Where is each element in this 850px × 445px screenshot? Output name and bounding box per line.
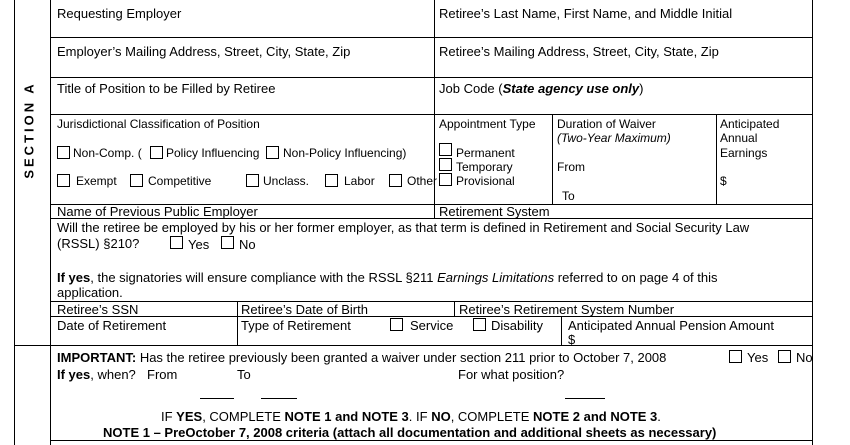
pension-amount-field[interactable] [578, 332, 808, 344]
retiree-name-field[interactable] [437, 22, 809, 36]
retirement-system-number-label: Retiree’s Retirement System Number [459, 302, 675, 317]
retiree-dob-label: Retiree’s Date of Birth [241, 302, 368, 317]
former-employer-yes-label: Yes [188, 237, 210, 252]
section-a-label: SECTION A [21, 81, 37, 179]
labor-checkbox[interactable] [325, 174, 338, 187]
prev-employer-label: Name of Previous Public Employer [57, 204, 258, 219]
prior-waiver-from-label: From [147, 367, 178, 382]
former-employer-no-label: No [239, 237, 256, 252]
retiree-address-label: Retiree’s Mailing Address, Street, City, State, Zip [439, 44, 719, 59]
date-of-retirement-label: Date of Retirement [57, 318, 167, 333]
prior-waiver-yes-label: Yes [747, 350, 769, 365]
duration-from-label: From [557, 160, 585, 174]
disability-label: Disability [491, 318, 544, 333]
duration-to-field[interactable] [580, 187, 712, 202]
temporary-checkbox[interactable] [439, 158, 452, 171]
permanent-checkbox[interactable] [439, 143, 452, 156]
pension-amount-label: Anticipated Annual Pension Amount [568, 318, 774, 333]
if-yes-when-label: If yes, when? [57, 367, 136, 382]
left-border [14, 0, 15, 445]
anticipated-earnings-label-3: Earnings [720, 146, 768, 160]
col-divider-ssn [237, 301, 238, 345]
important-question: IMPORTANT: Has the retiree previously been granted a waiver under section 211 prior to October 7, 2008 [57, 350, 667, 365]
other-checkbox[interactable] [389, 174, 402, 187]
col-divider-appointment [552, 114, 553, 204]
former-employer-yes-checkbox[interactable] [170, 236, 183, 249]
provisional-checkbox[interactable] [439, 173, 452, 186]
prior-waiver-to-line[interactable] [261, 398, 297, 399]
title-position-label: Title of Position to be Filled by Retiree [57, 81, 276, 96]
requesting-employer-field[interactable] [52, 22, 432, 36]
competitive-checkbox[interactable] [130, 174, 143, 187]
employer-address-field[interactable] [52, 60, 432, 76]
col-divider-duration [716, 114, 717, 204]
job-code-field[interactable] [437, 97, 809, 113]
duration-sub-label: (Two-Year Maximum) [557, 131, 671, 145]
prior-waiver-to-label: To [237, 367, 251, 382]
retiree-address-field[interactable] [437, 60, 809, 76]
service-label: Service [410, 318, 454, 333]
labor-label: Labor [344, 174, 375, 188]
temporary-label: Temporary [456, 160, 513, 174]
what-position-line[interactable] [565, 398, 605, 399]
policy-influencing-label: Policy Influencing [166, 146, 260, 160]
noncomp-checkbox[interactable] [57, 146, 70, 159]
nonpolicy-influencing-checkbox[interactable] [266, 146, 279, 159]
policy-influencing-checkbox[interactable] [150, 146, 163, 159]
duration-from-field[interactable] [590, 158, 712, 173]
section-a-bottom [14, 345, 812, 346]
unclass-label: Unclass. [263, 174, 310, 188]
title-position-field[interactable] [52, 97, 432, 113]
question-bottom [50, 301, 812, 302]
appointment-type-label: Appointment Type [439, 117, 536, 131]
permanent-label: Permanent [456, 146, 515, 160]
important-bottom [50, 440, 812, 441]
complete-notes-instruction: IF YES, COMPLETE NOTE 1 and NOTE 3. IF NO, COMPLETE NOTE 2 and NOTE 3. [161, 409, 661, 424]
col-divider-pension [561, 316, 562, 345]
anticipated-earnings-label-2: Annual [720, 131, 758, 145]
duration-label: Duration of Waiver [557, 117, 656, 131]
if-yes-compliance-text: If yes, the signatories will ensure compliance with the RSSL §211 Earnings Limitations referred to on page 4 of this [57, 270, 718, 285]
prior-waiver-from-line[interactable] [200, 398, 234, 399]
exempt-label: Exempt [76, 174, 117, 188]
row2-bottom [50, 77, 812, 78]
noncomp-label: Non-Comp. ( [73, 146, 142, 160]
service-checkbox[interactable] [390, 318, 403, 331]
requesting-employer-label: Requesting Employer [57, 6, 182, 21]
prior-waiver-no-label: No [796, 350, 813, 365]
note1-heading: NOTE 1 – PreOctober 7, 2008 criteria (attach all documentation and additional sheets as necessary) [103, 425, 717, 440]
other-label: Other [407, 174, 438, 188]
jurisdictional-label: Jurisdictional Classification of Position [57, 117, 260, 131]
section-divider [50, 0, 51, 445]
provisional-label: Provisional [456, 174, 515, 188]
pension-dollar: $ [568, 332, 576, 347]
disability-checkbox[interactable] [473, 318, 486, 331]
competitive-label: Competitive [148, 174, 212, 188]
retiree-ssn-label: Retiree’s SSN [57, 302, 139, 317]
employer-address-label: Employer’s Mailing Address, Street, City, State, Zip [57, 44, 351, 59]
anticipated-earnings-dollar: $ [720, 174, 727, 188]
type-of-retirement-label: Type of Retirement [241, 318, 351, 333]
row6-bottom [50, 316, 812, 317]
row3-bottom [50, 114, 812, 115]
job-code-label: Job Code (State agency use only) [439, 81, 644, 96]
retirement-system-label: Retirement System [439, 204, 550, 219]
right-border [812, 0, 813, 445]
rssl-210-label: (RSSL) §210? [57, 236, 140, 251]
exempt-checkbox[interactable] [57, 174, 70, 187]
unclass-checkbox[interactable] [246, 174, 259, 187]
former-employer-question: Will the retiree be employed by his or her former employer, as that term is defined in Retirement and Social Security Law [57, 220, 750, 235]
anticipated-earnings-field[interactable] [730, 172, 808, 187]
what-position-label: For what position? [458, 367, 565, 382]
col-divider-dob [454, 301, 455, 316]
nonpolicy-influencing-label: Non-Policy Influencing) [283, 146, 407, 160]
anticipated-earnings-label-1: Anticipated [720, 117, 780, 131]
row1-bottom [50, 37, 812, 38]
application-text: application. [57, 285, 123, 300]
former-employer-no-checkbox[interactable] [221, 236, 234, 249]
prior-waiver-yes-checkbox[interactable] [729, 350, 742, 363]
prior-waiver-no-checkbox[interactable] [778, 350, 791, 363]
duration-to-label: To [562, 189, 575, 203]
retiree-name-label: Retiree’s Last Name, First Name, and Middle Initial [439, 6, 733, 21]
date-of-retirement-field[interactable] [52, 332, 234, 344]
